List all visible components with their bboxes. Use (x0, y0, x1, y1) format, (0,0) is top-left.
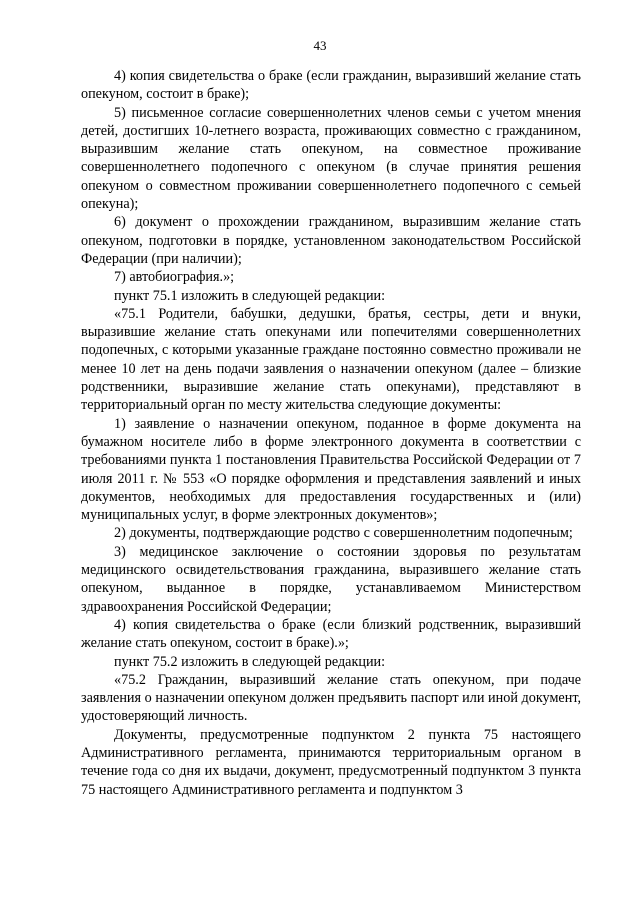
paragraph-clause-75-2: «75.2 Гражданин, выразивший желание стать опекуном, при подаче заявления о назначении опекуном должен предъявить паспорт или иной документ, удостоверяющий личность. (81, 671, 581, 725)
paragraph-75-1-item-3: 3) медицинское заключение о состоянии здоровья по результатам медицинского освидетельствования гражданина, выразившего желание стать опекуном, выданное в порядке, устанавливаемом Министерством здравоохранения Российской Федерации; (81, 543, 581, 615)
paragraph-clause-75-1-intro: пункт 75.1 изложить в следующей редакции: (114, 287, 386, 304)
paragraph-documents-validity: Документы, предусмотренные подпунктом 2 пункта 75 настоящего Административного регламента, принимаются территориальным органом в течение года со дня их выдачи, документ, предусмотренный подпунктом 3 пункта 75 настоящего Административного регламента и подпунктом 3 (81, 726, 581, 798)
paragraph-75-1-item-4: 4) копия свидетельства о браке (если близкий родственник, выразивший желание стать опекуном, состоит в браке).»; (81, 616, 581, 652)
paragraph-clause-75-2-intro: пункт 75.2 изложить в следующей редакции: (114, 653, 386, 670)
page-number: 43 (313, 38, 327, 53)
paragraph-item-4-marriage-certificate: 4) копия свидетельства о браке (если гражданин, выразивший желание стать опекуном, состоит в браке); (81, 68, 581, 103)
document-body (81, 67, 581, 799)
paragraph-item-5-family-consent: 5) письменное согласие совершеннолетних членов семьи с учетом мнения детей, достигших 10-летнего возраста, проживающих совместно с гражданином, выразившим желание стать опекуном, на совместное проживание совершеннолетнего подопечного с опекуном (в случае принятия решения опекуном о совместном проживании совершеннолетнего подопечного с семьей опекуна); (81, 104, 581, 213)
paragraph-clause-75-1: «75.1 Родители, бабушки, дедушки, братья, сестры, дети и внуки, выразившие желание стать опекунами или попечителями совершеннолетних подопечных, с которыми указанные граждане постоянно совместно проживали не менее 10 лет на день подачи заявления о назначении опекуном (далее – близкие родственники, выразившие желание стать опекунами), представляют в территориальный орган по месту жительства следующие документы: (81, 305, 581, 414)
paragraph-item-6-training-document: 6) документ о прохождении гражданином, выразившим желание стать опекуном, подготовки в порядке, установленном законодательством Российской Федерации (при наличии); (81, 214, 581, 267)
paragraph-75-1-item-2: 2) документы, подтверждающие родство с совершеннолетним подопечным; (114, 525, 573, 542)
paragraph-75-1-item-1: 1) заявление о назначении опекуном, поданное в форме документа на бумажном носителе либо в форме электронного документа в соответствии с требованиями пункта 1 постановления Правительства Российской Федерации от 7 июля 2011 г. № 553 «О порядке оформления и представления заявлений и иных документов, необходимых для предоставления государственных и (или) муниципальных услуг, в форме электронных документов»; (81, 415, 581, 524)
paragraph-item-7-autobiography: 7) автобиография.»; (114, 269, 235, 286)
